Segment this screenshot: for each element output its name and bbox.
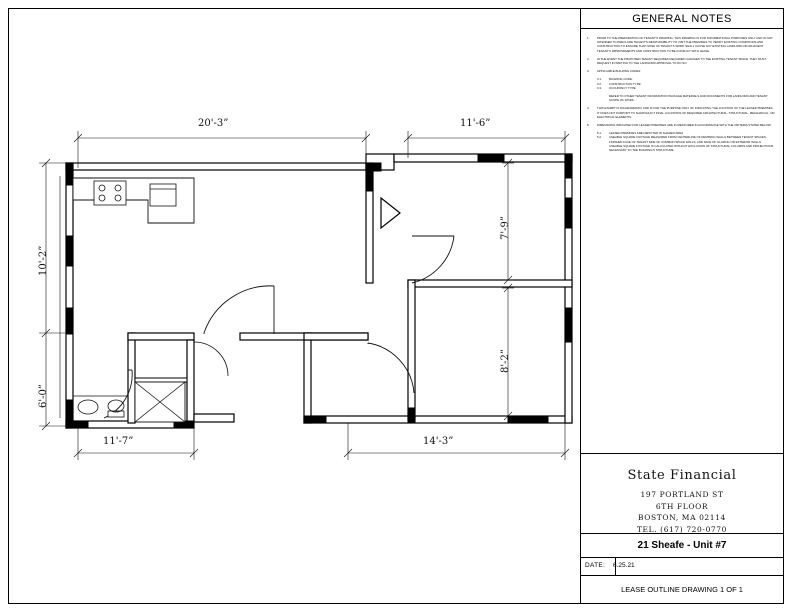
note-item: 4. THIS EXHIBIT IS DIAGRAMMATIC AND IS FOR THE PURPOSE ONLY OF INDICATING THE LOCATION OF THE LEASED PREMISES. IT DOES NOT PURPORT TO SHOW EXACT FINAL LOCATIONS OF REQUIRED ARCHITECTURAL, STRUCTURAL, MECHANICAL, OR ELECTRICAL ELEMENTS. — [587, 106, 775, 119]
dim-top-left: 20'-3” — [198, 118, 229, 129]
note-subitem: 3.2. CONSTRUCTION TYPE: — [597, 81, 642, 86]
client-name: State Financial — [627, 468, 737, 483]
general-notes-heading: GENERAL NOTES — [581, 9, 783, 29]
date-label: DATE: — [585, 562, 606, 569]
note-subitem: 5.1. LEASED PREMISES ARE DEPICTED IN SHADED AREA — [597, 131, 684, 136]
note-paragraph: REFER TO OTHER TENANT INFORMATION PACKAGE MATERIALS AND DOCUMENTS FOR LANDLORD AND TENANT SCOPE OF WORK. — [609, 94, 768, 103]
dim-right-lower: 8'-2” — [500, 349, 511, 373]
project-title: 21 Sheafe - Unit #7 — [581, 533, 783, 557]
date-row — [581, 557, 783, 575]
client-address — [581, 489, 783, 536]
note-subitem: 3.3. OCCUPANCY TYPE: — [597, 85, 637, 90]
note-item: 5. DIMENSIONS INDICATED FOR LEASED PREMISES ARE IN MEASURED IN ACCORDANCE WITH THE CRITERIA STATED BELOW: — [587, 123, 772, 128]
dim-top-right: 11'-6” — [460, 118, 491, 129]
client-address-line: 197 PORTLAND ST — [640, 490, 724, 499]
title-block — [580, 9, 783, 603]
dim-left-lower: 6'-0” — [38, 384, 49, 408]
client-address-line: 6TH FLOOR — [655, 501, 709, 511]
note-item: 1. PRIOR TO THE PREPARATION OF TENANT'S DRAWING, THIS DRAWING IS FOR INFORMATIONAL PURPOSES ONLY AND IS NOT INTENDED TO PRECLUDE TENANT'S RESPONSIBILITY TO VISIT THE PREMISES TO VERIFY EXISTING CONDITIONS AND CONSTRUCTION TO ENSURE THAT NONE OF TENANT'S WORK SHALL CAUSE ANY EXISTING LANDLORD OR ADJACENT TENANT'S IMPROVEMENTS AND CONSTRUCTION TO BE CONFLICT WITH LEASE. — [587, 36, 773, 53]
note-subitem: 5.2. USEABLE SQUARE FOOTAGE MEASURED FROM CENTERLINE OF DEMISING WALLS BETWEEN TENANT SPACES, FINISHED FACE OF TENANT SIDE OF COMMON SPACE WALLS, AND FACE OF GLAZING OR EXTERIOR WALLS. USEABLE SQUARE FOOTAGE IS CALCULATED WITHOUT EXCLUSION OF STRUCTURAL COLUMNS AND PROJECTIONS NECESSARY TO THE BUILDING'S STRUCTURE. — [597, 135, 774, 153]
client-address-line: BOSTON, MA 02114 — [638, 513, 726, 523]
date-divider — [615, 557, 616, 575]
floor-plan — [8, 8, 580, 604]
floor-plan-svg — [8, 8, 580, 604]
date-value: 6.25.21 — [612, 562, 635, 569]
dim-bottom-right: 14'-3” — [423, 436, 454, 447]
note-subitem: 3.1. BUILDING CODE: — [597, 77, 633, 82]
client-info-block — [581, 453, 783, 533]
note-item: 3. APPLICABLE BUILDING CODES: — [587, 69, 642, 74]
note-item: 2. IN THE EVENT THE PROPOSED TENANT REQUIRES REQUIRED CHANGES TO THE EXISTING TENANT SPACE, THEY MUST REQUEST IN WRITING TO THE LANDLORD APPROVAL TO DO SO. — [587, 56, 767, 66]
general-notes-body — [581, 30, 783, 152]
client-address-line: TEL. (617) 720-0770 — [636, 524, 728, 534]
dim-bottom-left: 11'-7” — [103, 436, 134, 447]
sheet-title: LEASE OUTLINE DRAWING 1 OF 1 — [581, 575, 783, 603]
dim-right-upper: 7'-9” — [500, 216, 511, 240]
dim-left-upper: 10'-2” — [38, 245, 49, 276]
